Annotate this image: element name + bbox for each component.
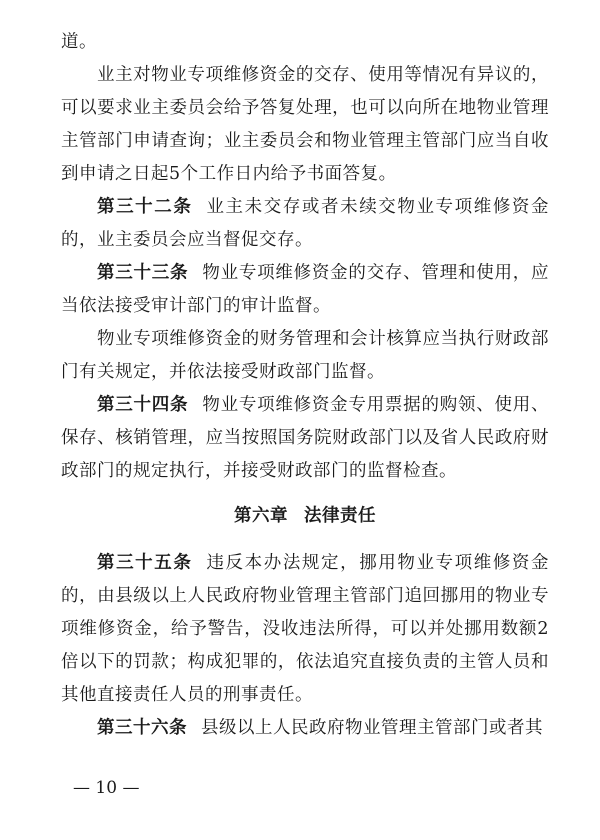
article-34-number: 第三十四条 — [97, 395, 189, 415]
continuation-line: 道。 — [61, 32, 97, 52]
body-text — [61, 26, 549, 745]
page-number: — 10 — — [73, 778, 140, 798]
chapter-number: 第六章 — [234, 506, 288, 526]
paragraph-objection: 业主对物业专项维修资金的交存、使用等情况有异议的，可以要求业主委员会给予答复处理，也可以向所在地物业管理主管部门申请查询；业主委员会和物业管理主管部门应当自收到申请之日起5个工作日内给予书面答复。 — [61, 65, 549, 184]
chapter-title: 法律责任 — [304, 506, 376, 526]
article-33 — [61, 257, 549, 323]
article-35-number: 第三十五条 — [97, 553, 193, 573]
paragraph-finance: 物业专项维修资金的财务管理和会计核算应当执行财政部门有关规定，并依法接受财政部门监督。 — [61, 329, 549, 382]
article-36-number: 第三十六条 — [97, 718, 187, 738]
article-32-text: 业主未交存或者未续交物业专项维修资金的，业主委员会应当督促交存。 — [61, 197, 550, 250]
article-35 — [61, 547, 549, 712]
article-34 — [61, 389, 549, 488]
article-35-text: 违反本办法规定，挪用物业专项维修资金的，由县级以上人民政府物业管理主管部门追回挪用的物业专项维修资金，给予警告，没收违法所得，可以并处挪用数额2倍以下的罚款；构成犯罪的，依法追究直接负责的主管人员和其他直接责任人员的刑事责任。 — [61, 553, 550, 705]
article-36-text: 县级以上人民政府物业管理主管部门或者其 — [201, 718, 543, 738]
article-32-number: 第三十二条 — [97, 197, 193, 217]
chapter-heading — [61, 500, 549, 533]
article-34-text: 物业专项维修资金专用票据的购领、使用、保存、核销管理，应当按照国务院财政部门以及省人民政府财政部门的规定执行，并接受财政部门的监督检查。 — [61, 395, 550, 481]
article-33-number: 第三十三条 — [97, 263, 189, 283]
article-32 — [61, 191, 549, 257]
article-36 — [61, 712, 549, 745]
article-33-text: 物业专项维修资金的交存、管理和使用，应当依法接受审计部门的审计监督。 — [61, 263, 550, 316]
